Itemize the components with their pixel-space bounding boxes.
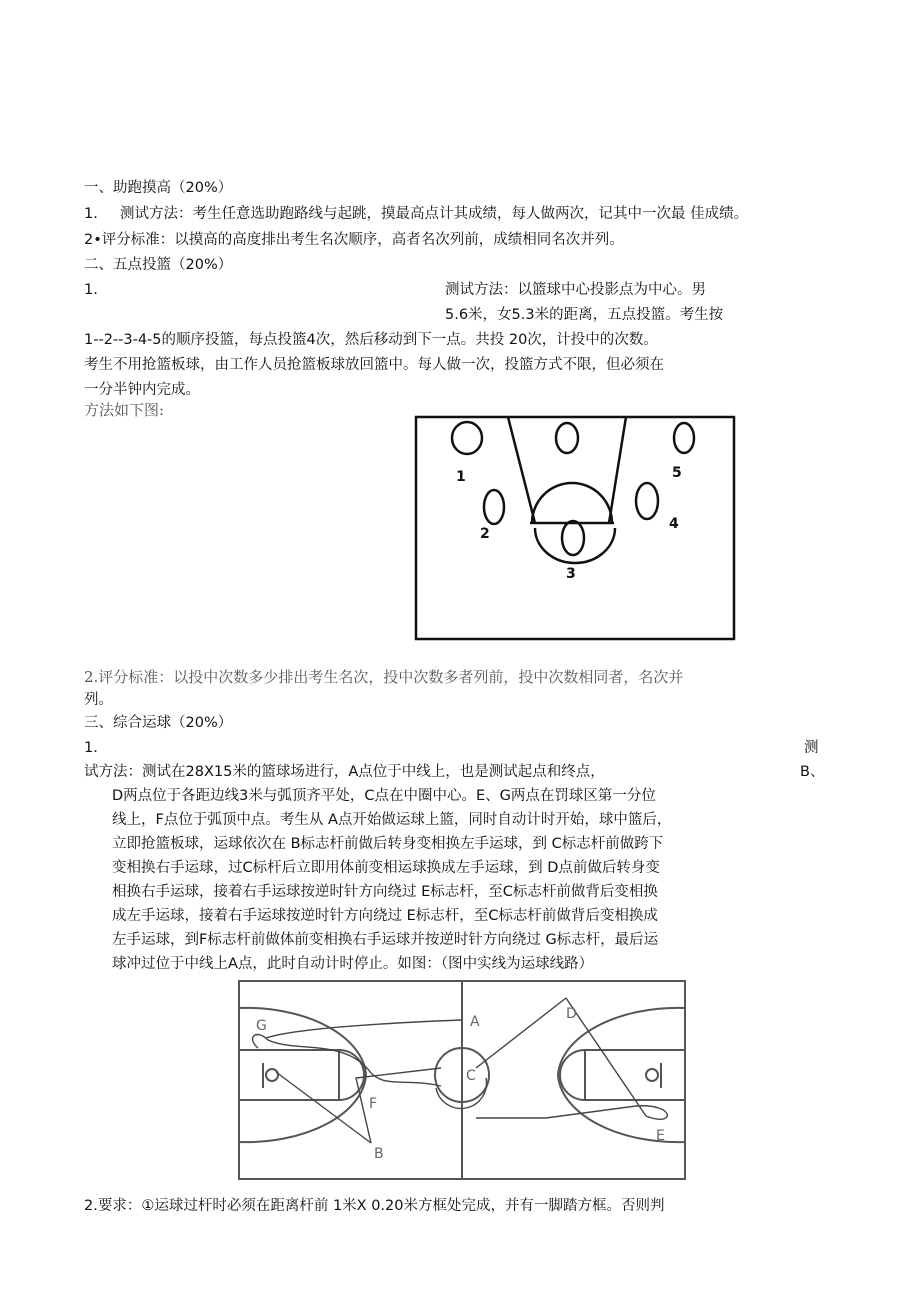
label-2: 2 <box>480 526 490 542</box>
section3-item1-number: 1. <box>84 740 98 756</box>
label-3: 3 <box>566 566 576 582</box>
left-basket <box>266 1069 278 1081</box>
point-e: E <box>656 1128 665 1144</box>
right-three-point-arc <box>558 1008 685 1142</box>
spot-5-ellipse <box>674 423 694 453</box>
section1-item1-number: 1. <box>84 206 98 222</box>
section2-line-e: 一分半钟内完成。 <box>84 382 200 398</box>
five-point-shooting-diagram <box>412 413 742 645</box>
section3-line7: 成左手运球，接着右手运球按逆时针方向绕过 E标志杆，至C标志杆前做背后变相换成 <box>112 908 658 924</box>
left-lane <box>239 1050 339 1100</box>
spot-1-ellipse <box>452 422 482 454</box>
lane-left-line <box>508 417 535 523</box>
spot-2-ellipse <box>484 490 504 524</box>
section2-item2-line2: 列。 <box>84 692 113 708</box>
label-1: 1 <box>456 469 466 485</box>
section2-line-c: 1--2--3-4-5的顺序投篮，每点投篮4次，然后移动到下一点。共投 20次，计投中的次数。 <box>84 332 658 348</box>
free-throw-arc-bottom <box>535 528 615 563</box>
section3-line5: 变相换右手运球，过C标杆后立即用体前变相运球换成左手运球，到 D点前做后转身变 <box>112 860 660 876</box>
right-basket <box>646 1069 658 1081</box>
section1-heading: 一、助跑摸高（20%） <box>84 180 233 196</box>
method-label: 方法如下图: <box>84 401 165 419</box>
point-b: B <box>374 1146 384 1162</box>
section3-line3: 线上，F点位于弧顶中点。考生从 A点开始做运球上篮，同时自动计时开始，球中篮后， <box>112 812 672 828</box>
section3-line1: 试方法：测试在28X15米的篮球场进行，A点位于中线上，也是测试起点和终点， <box>84 764 605 780</box>
section3-line4: 立即抢篮板球，运球依次在 B标志杆前做后转身变相换左手运球，到 C标志杆前做跨下 <box>112 836 664 852</box>
section2-item2-line1: 2.评分标准：以投中次数多少排出考生名次，投中次数多者列前，投中次数相同者，名次并 <box>84 668 684 686</box>
section1-item1-text: 测试方法：考生任意选助跑路线与起跳，摸最高点计其成绩，每人做两次，记其中一次最 佳成绩。 <box>120 206 749 222</box>
section2-line-b: 5.6米，女5.3米的距离，五点投篮。考生按 <box>445 307 724 323</box>
route-e-return <box>476 1106 667 1120</box>
section3-line6: 相换右手运球，接着右手运球按逆时针方向绕过 E标志杆，至C标志杆前做背后变相换 <box>112 884 658 900</box>
section1-item2: 2•评分标准：以摸高的高度排出考生名次顺序，高者名次列前，成绩相同名次并列。 <box>84 232 624 248</box>
section2-line-d: 考生不用抢篮板球，由工作人员抢篮板球放回篮中。每人做一次，投篮方式不限，但必须在 <box>84 357 664 373</box>
route-g-loop <box>253 1035 441 1086</box>
point-f: F <box>369 1096 378 1112</box>
point-c: C <box>466 1068 476 1084</box>
free-throw-arc-top <box>532 483 612 523</box>
section3-line1-tail: B、 <box>800 764 825 780</box>
section3-heading: 三、综合运球（20%） <box>84 715 233 731</box>
section3-item2: 2.要求：①运球过杆时必须在距离杆前 1米X 0.20米方框处完成，并有一脚踏方框。否则判 <box>84 1198 665 1214</box>
section3-line8: 左手运球，到F标志杆前做体前变相换右手运球并按逆时针方向绕过 G标志杆，最后运 <box>112 932 659 948</box>
label-4: 4 <box>669 516 679 532</box>
point-a: A <box>470 1014 480 1030</box>
point-g: G <box>256 1018 267 1034</box>
section3-line9: 球冲过位于中线上A点，此时自动计时停止。如图：（图中实线为运球线路） <box>112 956 594 972</box>
dribbling-route-diagram <box>236 978 688 1182</box>
section2-line-a: 测试方法：以篮球中心投影点为中心。男 <box>445 282 706 298</box>
label-5: 5 <box>672 465 682 481</box>
route-g-to-a <box>266 1020 461 1038</box>
route-c-to-d <box>476 998 566 1068</box>
spot-3-ellipse <box>562 521 584 555</box>
section2-heading: 二、五点投篮（20%） <box>84 257 233 273</box>
spot-4-ellipse <box>636 483 658 519</box>
lane-right-line <box>609 417 626 523</box>
top-ellipse <box>556 423 578 453</box>
point-d: D <box>566 1006 577 1022</box>
section3-item1-tail: 测 <box>804 740 819 756</box>
right-lane <box>585 1050 685 1100</box>
section3-line2: D两点位于各距边线3米与弧顶齐平处，C点在中圈中心。E、G两点在罚球区第一分位 <box>112 788 656 804</box>
section2-item1-number: 1. <box>84 282 98 298</box>
